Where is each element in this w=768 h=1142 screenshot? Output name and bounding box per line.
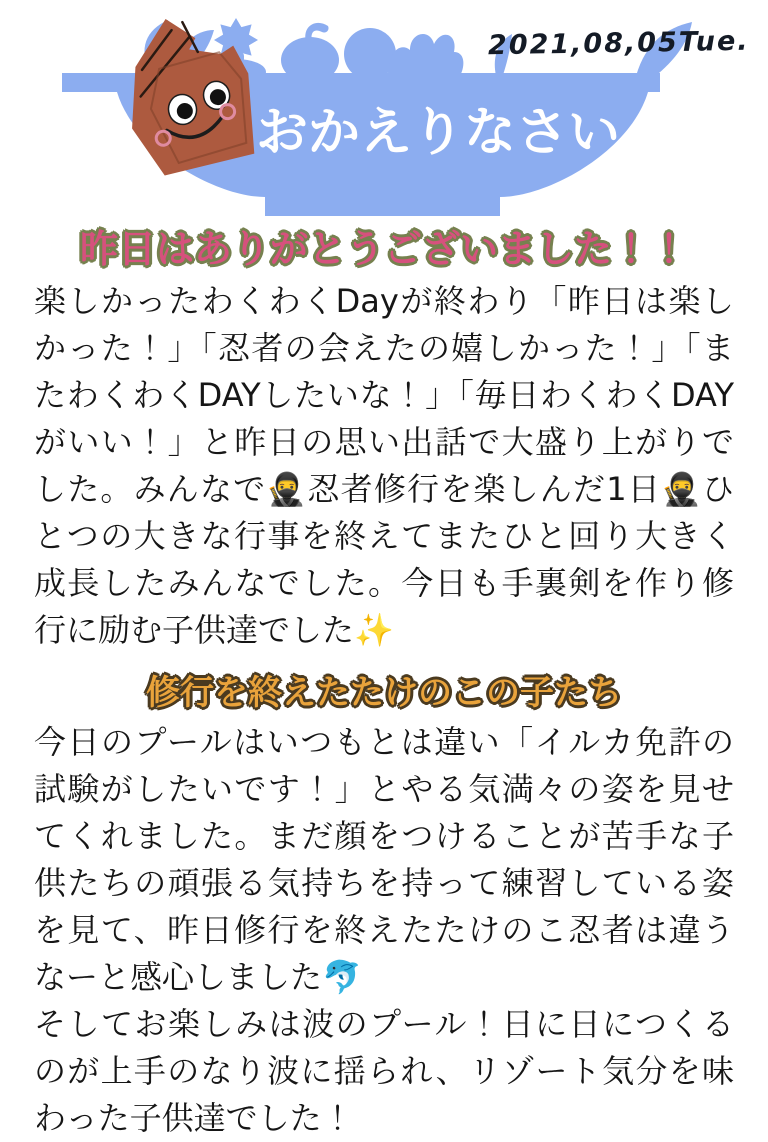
date-label: 2021,08,05Tue. <box>488 25 751 62</box>
leafy-greens-icon <box>388 34 463 76</box>
header-banner <box>0 0 768 220</box>
greeting-text: おかえりなさい <box>255 103 621 163</box>
section-heading-ninja: 修行を終えたたけのこの子たち <box>146 672 622 713</box>
paragraph-pool-1: 今日のプールはいつもとは違い「イルカ免許の試験がしたいです！」とやる気満々の姿を見せてくれました。まだ顔をつけることが苦手な子供たちの頑張る気持ちを持って練習している姿を見て、昨日修行を終えたたけのこ忍者は違うなーと感心しました🐬 <box>34 722 734 996</box>
paragraph-pool-2: そしてお楽しみは波のプール！日に日につくるのが上手のなり波に揺られ、リゾート気分を味わった子供達でした！ <box>34 1004 734 1137</box>
section-heading-thanks: 昨日はありがとうございました！！ <box>79 227 688 271</box>
paragraph-thanks: 楽しかったわくわくDayが終わり「昨日は楽しかった！」「忍者の会えたの嬉しかった！」「またわくわくDAYしたいな！」「毎日わくわくDAYがいい！」と昨日の思い出話で大盛り上がりでした。みんなで🥷忍者修行を楽しんだ1日🥷ひとつの大きな行事を終えてまたひと回り大きく成長したみんなでした。今日も手裏剣を作り修行に励む子供達でした✨ <box>34 281 734 649</box>
